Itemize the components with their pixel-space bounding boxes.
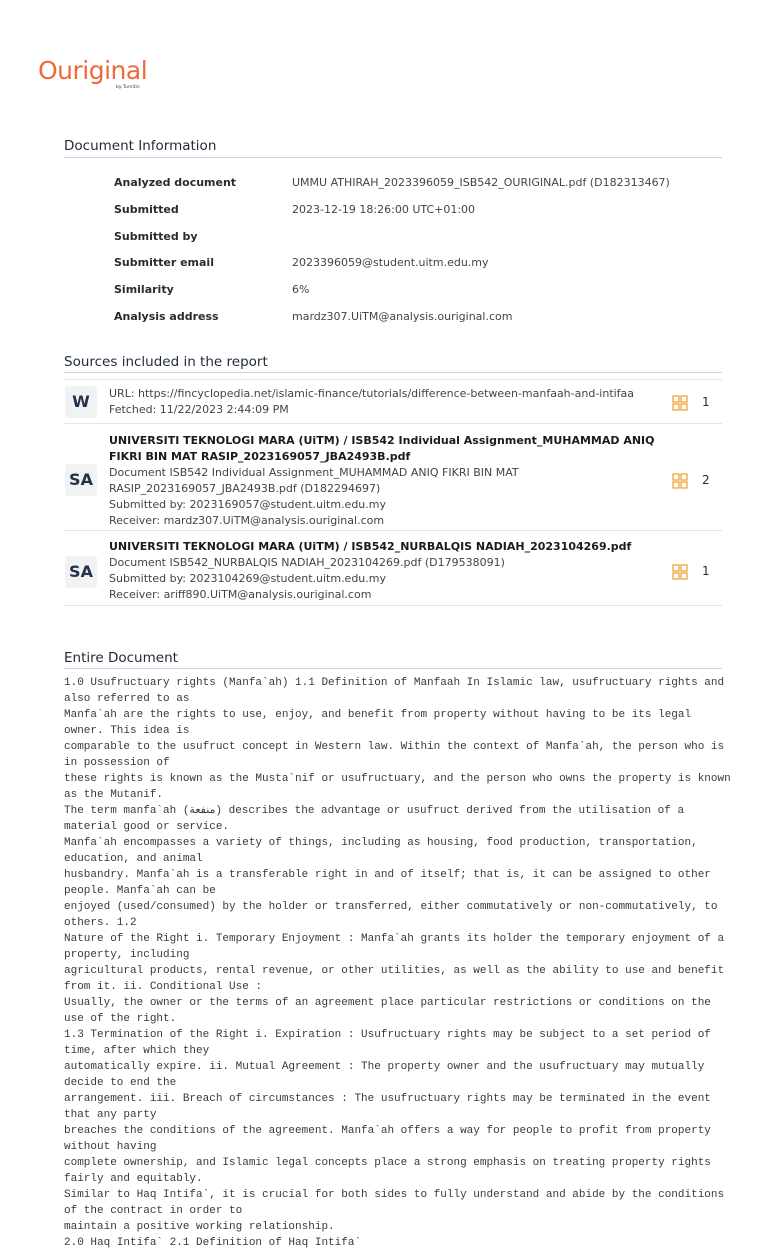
- section-divider: [64, 372, 722, 373]
- logo-wordmark: Ouriginal: [38, 56, 148, 85]
- info-value: 6%: [292, 283, 310, 296]
- source-type-badge: SA: [65, 464, 97, 496]
- info-value: 2023-12-19 18:26:00 UTC+01:00: [292, 203, 476, 216]
- source-item[interactable]: [64, 423, 722, 531]
- source-title: UNIVERSITI TEKNOLOGI MARA (UiTM) / ISB542_NURBALQIS NADIAH_2023104269.pdf: [109, 540, 632, 553]
- entire-document-text: 1.0 Usufructuary rights (Manfa`ah) 1.1 Definition of Manfaah In Islamic law, usufructuary rights and also referred to as Manfa`ah are the rights to use, enjoy, and benefit from property without having to be its legal owner. This idea is comparable to the usufruct concept in Western law. Within the context of Manfa`ah, the person who is in possession of these rights is known as the Musta`nif or usufructuary, and the person who owns the property is known as the Mutanif. The term manfa`ah (منفعة) describes the advantage or usufruct derived from the utilisation of a material good or service. Manfa`ah encompasses a variety of things, including as housing, food production, transportation, education, and animal husbandry. Manfa`ah is a transferable right in and of itself; that is, it can be assigned to other people. Manfa`ah can be enjoyed (used/consumed) by the holder or transferred, either commutatively or non-commutatively, to others. 1.2 Nature of the Right i. Temporary Enjoyment : Manfa`ah grants its holder the temporary enjoyment of a property, including agricultural products, rental revenue, or other utilities, as well as the ability to use and benefit from it. ii. Conditional Use : Usually, the owner or the terms of an agreement place particular restrictions or conditions on the use of the right. 1.3 Termination of the Right i. Expiration : Usufructuary rights may be subject to a set period of time, after which they automatically expire. ii. Mutual Agreement : The property owner and the usufructuary may mutually decide to end the arrangement. iii. Breach of circumstances : The usufructuary rights may be terminated in the event that any party breaches the conditions of the agreement. Manfa`ah offers a way for people to profit from property without having complete ownership, and Islamic legal concepts place a strong emphasis on treating property rights fairly and equitably. Similar to Haq Intifa`, it is crucial for both sides to fully understand and abide by the conditions of the contract in order to maintain a positive working relationship. 2.0 Haq Intifa` 2.1 Definition of Haq Intifa`: [64, 677, 731, 1249]
- info-label: Analysis address: [114, 310, 219, 323]
- document-information-heading: Document Information: [64, 138, 217, 154]
- source-type-badge: SA: [65, 556, 97, 588]
- source-type-badge: W: [65, 386, 97, 418]
- info-label: Analyzed document: [114, 176, 237, 189]
- source-submitted-by: Submitted by: 2023104269@student.uitm.edu.my: [109, 572, 387, 585]
- info-label: Submitted by: [114, 230, 198, 243]
- source-match-count: 1: [702, 564, 710, 578]
- grid-icon[interactable]: [672, 473, 688, 489]
- source-details: [109, 433, 657, 529]
- source-receiver: Receiver: mardz307.UiTM@analysis.ouriginal.com: [109, 514, 385, 527]
- source-item[interactable]: [64, 379, 722, 424]
- source-fetched: Fetched: 11/22/2023 2:44:09 PM: [109, 403, 289, 416]
- source-receiver: Receiver: ariff890.UiTM@analysis.ouriginal.com: [109, 588, 372, 601]
- sources-heading: Sources included in the report: [64, 354, 268, 370]
- info-label: Submitted: [114, 203, 179, 216]
- info-value: UMMU ATHIRAH_2023396059_ISB542_OURIGINAL.pdf (D182313467): [292, 176, 670, 189]
- source-submitted-by: Submitted by: 2023169057@student.uitm.edu.my: [109, 498, 387, 511]
- logo-subtitle: by Turnitin: [116, 85, 140, 90]
- info-value: 2023396059@student.uitm.edu.my: [292, 256, 489, 269]
- ouriginal-logo: [38, 56, 148, 90]
- source-match-count: 1: [702, 395, 710, 409]
- info-label: Similarity: [114, 283, 174, 296]
- info-value: mardz307.UiTM@analysis.ouriginal.com: [292, 310, 513, 323]
- grid-icon[interactable]: [672, 564, 688, 580]
- source-details: [109, 539, 657, 603]
- section-divider: [64, 668, 722, 669]
- section-divider: [64, 157, 722, 158]
- source-item[interactable]: [64, 531, 722, 606]
- source-details: [109, 386, 657, 418]
- entire-document-heading: Entire Document: [64, 650, 178, 666]
- info-label: Submitter email: [114, 256, 214, 269]
- source-match-count: 2: [702, 473, 710, 487]
- source-url[interactable]: URL: https://fincyclopedia.net/islamic-finance/tutorials/difference-between-manfaah-and-intifaa: [109, 387, 635, 400]
- grid-icon[interactable]: [672, 395, 688, 411]
- source-document: Document ISB542 Individual Assignment_MUHAMMAD ANIQ FIKRI BIN MAT RASIP_2023169057_JBA2493B.pdf (D182294697): [109, 466, 519, 495]
- source-title: UNIVERSITI TEKNOLOGI MARA (UiTM) / ISB542 Individual Assignment_MUHAMMAD ANIQ FIKRI BIN MAT RASIP_2023169057_JBA2493B.pdf: [109, 434, 655, 463]
- source-document: Document ISB542_NURBALQIS NADIAH_2023104269.pdf (D179538091): [109, 556, 505, 569]
